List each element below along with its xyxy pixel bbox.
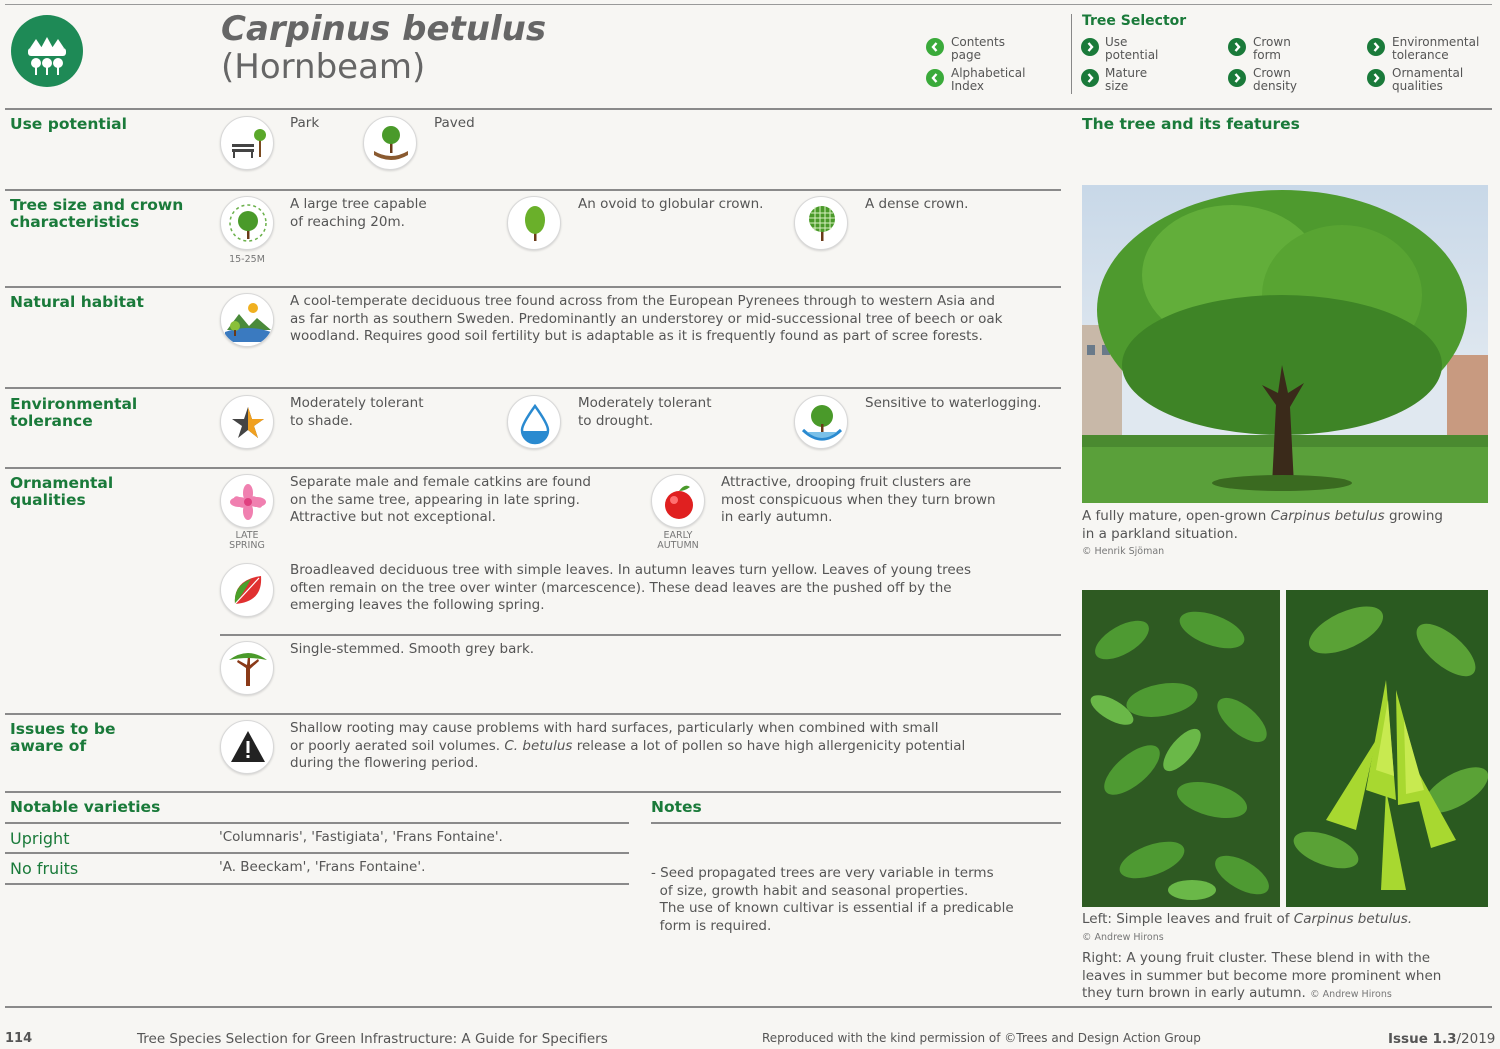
crown-density-text: A dense crown. <box>865 196 969 212</box>
notes-heading: Notes <box>651 798 702 816</box>
section-rule <box>5 189 1061 191</box>
waterlogging-text: Sensitive to waterlogging. <box>865 395 1042 411</box>
bark-text: Single-stemmed. Smooth grey bark. <box>290 641 535 657</box>
selector-environmental-tolerance[interactable]: Environmental tolerance <box>1392 35 1480 62</box>
section-rule <box>5 387 1061 389</box>
paved-tree-icon <box>363 116 417 170</box>
habitat-heading: Natural habitat <box>10 293 144 311</box>
mature-tree-photo <box>1082 185 1488 503</box>
chevron-right-icon[interactable] <box>1228 38 1246 56</box>
table-rule <box>5 883 629 885</box>
crown-form-icon <box>507 196 561 250</box>
tree-size-heading: Tree size and crown characteristics <box>10 196 184 231</box>
chevron-right-icon[interactable] <box>1081 38 1099 56</box>
nav-alphabetical-index[interactable]: Alphabetical Index <box>951 66 1026 93</box>
flower-icon <box>220 474 274 528</box>
crown-density-icon <box>794 196 848 250</box>
flower-text: Separate male and female catkins are found on the same tree, appearing in late spring. Attractive but not exceptional. <box>290 474 591 525</box>
variety-value: 'Columnaris', 'Fastigiata', 'Frans Fontaine'. <box>219 829 503 845</box>
section-rule <box>5 791 1061 793</box>
waterlogging-icon <box>794 395 848 449</box>
selector-crown-density[interactable]: Crown density <box>1253 66 1297 93</box>
use-park: Park <box>290 115 320 131</box>
selector-ornamental-qualities[interactable]: Ornamental qualities <box>1392 66 1464 93</box>
variety-value: 'A. Beeckam', 'Frans Fontaine'. <box>219 859 426 875</box>
chevron-right-icon[interactable] <box>926 38 944 56</box>
fruit-icon <box>651 474 705 528</box>
bark-tree-icon <box>220 641 274 695</box>
issues-text: Shallow rooting may cause problems with hard surfaces, particularly when combined with small or poorly aerated soil volumes. C. betulus release a lot of pollen so have high allergenicity potential during the flowering period. <box>290 720 966 771</box>
water-drop-icon <box>507 395 561 449</box>
leaf-text: Broadleaved deciduous tree with simple leaves. In autumn leaves turn yellow. Leaves of young trees often remain on the tree over winter (marcescence). These dead leaves are the pushed off by the emerging leaves the following spring. <box>290 562 971 613</box>
issues-heading: Issues to be aware of <box>10 720 116 755</box>
top-rule <box>5 4 1492 5</box>
footer-rule <box>5 1006 1492 1008</box>
page-title: Carpinus betulus <box>221 9 547 49</box>
varieties-heading: Notable varieties <box>10 798 161 816</box>
notes-text: - Seed propagated trees are very variable in terms of size, growth habit and seasonal properties. The use of known cultivar is essential if a predicable form is required. <box>651 865 1014 934</box>
variety-name: Upright <box>10 829 70 848</box>
ornamental-heading: Ornamental qualities <box>10 474 114 509</box>
chevron-right-icon[interactable] <box>1367 69 1385 87</box>
caption-mature-tree: A fully mature, open-grown Carpinus betulus growing in a parkland situation. © Henrik Sjöman <box>1082 508 1443 557</box>
shade-icon <box>220 395 274 449</box>
features-heading: The tree and its features <box>1082 115 1300 133</box>
fruit-season-label: EARLY AUTUMN <box>657 530 699 551</box>
caption-fruit: Right: A young fruit cluster. These blend in with the leaves in summer but become more prominent when they turn brown in early autumn. © Andrew Hirons <box>1082 950 1442 1001</box>
page-number: 114 <box>5 1031 33 1046</box>
nav-divider <box>1071 14 1072 94</box>
habitat-text: A cool-temperate deciduous tree found across from the European Pyrenees through to western Asia and as far north as southern Sweden. Predominantly an understorey or mid-successional tree of beech or oak woodland. Requires good soil fertility but is adaptable as it is frequently found as part of scree forests. <box>290 293 1003 344</box>
variety-name: No fruits <box>10 859 79 878</box>
selector-mature-size[interactable]: Mature size <box>1105 66 1148 93</box>
notes-rule <box>651 822 1061 824</box>
section-rule <box>5 286 1061 288</box>
sub-rule <box>220 634 1061 636</box>
environment-heading: Environmental tolerance <box>10 395 138 430</box>
footer-permission: Reproduced with the kind permission of ©Trees and Design Action Group <box>762 1031 1201 1045</box>
tree-size-label: 15-25M <box>229 254 265 265</box>
caption-leaves: Left: Simple leaves and fruit of Carpinus betulus. © Andrew Hirons <box>1082 911 1413 943</box>
section-rule <box>5 467 1061 469</box>
flower-season-label: LATE SPRING <box>229 530 265 551</box>
footer-title: Tree Species Selection for Green Infrastructure: A Guide for Specifiers <box>137 1031 608 1047</box>
chevron-right-icon[interactable] <box>926 69 944 87</box>
habitat-landscape-icon <box>220 293 274 347</box>
bench-icon <box>220 116 274 170</box>
nav-contents[interactable]: Contents page <box>951 35 1005 62</box>
header-rule <box>5 108 1492 110</box>
leaf-icon <box>220 563 274 617</box>
fruit-text: Attractive, drooping fruit clusters are most conspicuous when they turn brown in early autumn. <box>721 474 996 525</box>
selector-crown-form[interactable]: Crown form <box>1253 35 1291 62</box>
fruit-cluster-photo <box>1286 590 1488 907</box>
table-rule <box>5 822 629 824</box>
warning-icon <box>220 720 274 774</box>
use-paved: Paved <box>434 115 475 131</box>
tree-selector-title: Tree Selector <box>1082 13 1187 29</box>
section-rule <box>5 713 1061 715</box>
crown-form-text: An ovoid to globular crown. <box>578 196 764 212</box>
use-potential-heading: Use potential <box>10 115 127 133</box>
drought-text: Moderately tolerant to drought. <box>578 395 712 429</box>
leaves-photo <box>1082 590 1280 907</box>
page-subtitle: (Hornbeam) <box>221 47 426 87</box>
selector-use-potential[interactable]: Use potential <box>1105 35 1159 62</box>
chevron-right-icon[interactable] <box>1367 38 1385 56</box>
tree-size-icon <box>220 196 274 250</box>
chevron-right-icon[interactable] <box>1081 69 1099 87</box>
footer-issue: Issue 1.3/2019 <box>1388 1031 1496 1047</box>
chevron-right-icon[interactable] <box>1228 69 1246 87</box>
shade-text: Moderately tolerant to shade. <box>290 395 424 429</box>
tree-size-text: A large tree capable of reaching 20m. <box>290 196 427 230</box>
table-rule <box>5 852 629 854</box>
logo <box>10 14 84 88</box>
